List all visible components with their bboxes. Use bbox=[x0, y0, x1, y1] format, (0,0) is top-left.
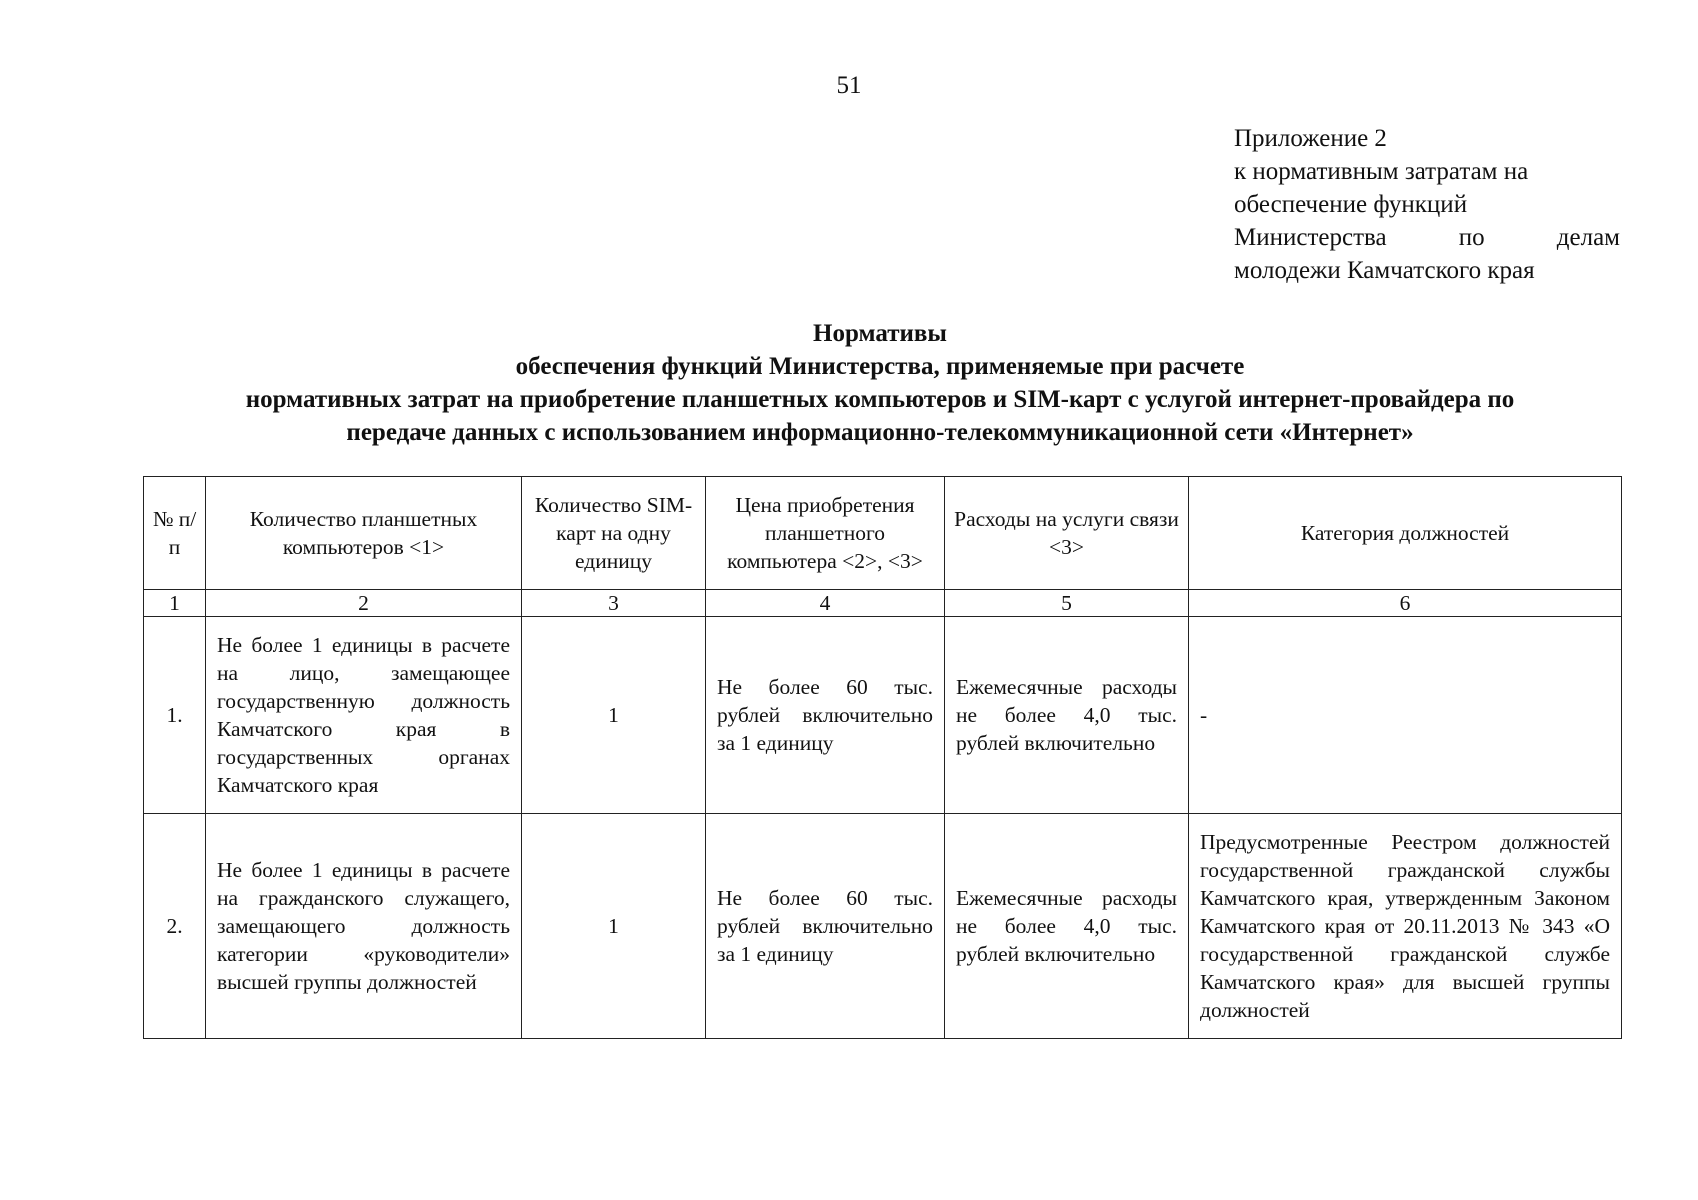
tablets-cell: Не более 1 единицы в расчете на гражданского служащего, замещающего должность категории «руководители» высшей группы должностей bbox=[206, 814, 522, 1039]
title-line: передаче данных с использованием информационно-телекоммуникационной сети «Интернет» bbox=[346, 419, 1414, 446]
sim-count-cell: 1 bbox=[522, 814, 706, 1039]
communication-cell: Ежемесячные расходы не более 4,0 тыс. рублей включительно bbox=[945, 814, 1189, 1039]
tablets-cell: Не более 1 единицы в расчете на лицо, замещающее государственную должность Камчатского края в государственных органах Камчатского края bbox=[206, 617, 522, 814]
column-number: 3 bbox=[522, 590, 706, 617]
document-title bbox=[100, 317, 1660, 449]
appendix-line: молодежи Камчатского края bbox=[1234, 257, 1535, 284]
column-number: 5 bbox=[945, 590, 1189, 617]
table-row bbox=[144, 814, 1622, 1039]
appendix-note bbox=[1234, 122, 1620, 287]
row-number: 1. bbox=[144, 617, 206, 814]
column-number: 2 bbox=[206, 590, 522, 617]
communication-cell: Ежемесячные расходы не более 4,0 тыс. рублей включительно bbox=[945, 617, 1189, 814]
appendix-line: Министерства по делам bbox=[1234, 224, 1620, 251]
category-cell: Предусмотренные Реестром должностей государственной гражданской службы Камчатского края, утвержденным Законом Камчатского края от 20.11.2013 № 343 «О государственной гражданской службе Камчатского края» для высшей группы должностей bbox=[1189, 814, 1622, 1039]
price-cell: Не более 60 тыс. рублей включительно за 1 единицу bbox=[706, 814, 945, 1039]
header-cell-sim: Количество SIM-карт на одну единицу bbox=[522, 477, 706, 590]
appendix-line: обеспечение функций bbox=[1234, 191, 1468, 218]
table-row bbox=[144, 617, 1622, 814]
column-number: 4 bbox=[706, 590, 945, 617]
header-cell-category: Категория должностей bbox=[1189, 477, 1622, 590]
header-cell-tablets: Количество планшетных компьютеров <1> bbox=[206, 477, 522, 590]
column-number-row bbox=[144, 590, 1622, 617]
category-cell: - bbox=[1189, 617, 1622, 814]
header-cell-price: Цена приобретения планшетного компьютера <2>, <3> bbox=[706, 477, 945, 590]
column-number: 6 bbox=[1189, 590, 1622, 617]
header-cell-number: № п/п bbox=[144, 477, 206, 590]
title-line: обеспечения функций Министерства, применяемые при расчете bbox=[515, 353, 1245, 380]
column-number: 1 bbox=[144, 590, 206, 617]
norms-table bbox=[143, 476, 1622, 1039]
header-cell-communication: Расходы на услуги связи <3> bbox=[945, 477, 1189, 590]
price-cell: Не более 60 тыс. рублей включительно за 1 единицу bbox=[706, 617, 945, 814]
title-line: Нормативы bbox=[813, 320, 947, 347]
appendix-line: к нормативным затратам на bbox=[1234, 158, 1529, 185]
page-number: 51 bbox=[836, 72, 862, 99]
appendix-line: Приложение 2 bbox=[1234, 125, 1387, 152]
sim-count-cell: 1 bbox=[522, 617, 706, 814]
row-number: 2. bbox=[144, 814, 206, 1039]
table-header-row bbox=[144, 477, 1622, 590]
title-line: нормативных затрат на приобретение планшетных компьютеров и SIM-карт с услугой интернет-провайдера по bbox=[245, 386, 1515, 413]
